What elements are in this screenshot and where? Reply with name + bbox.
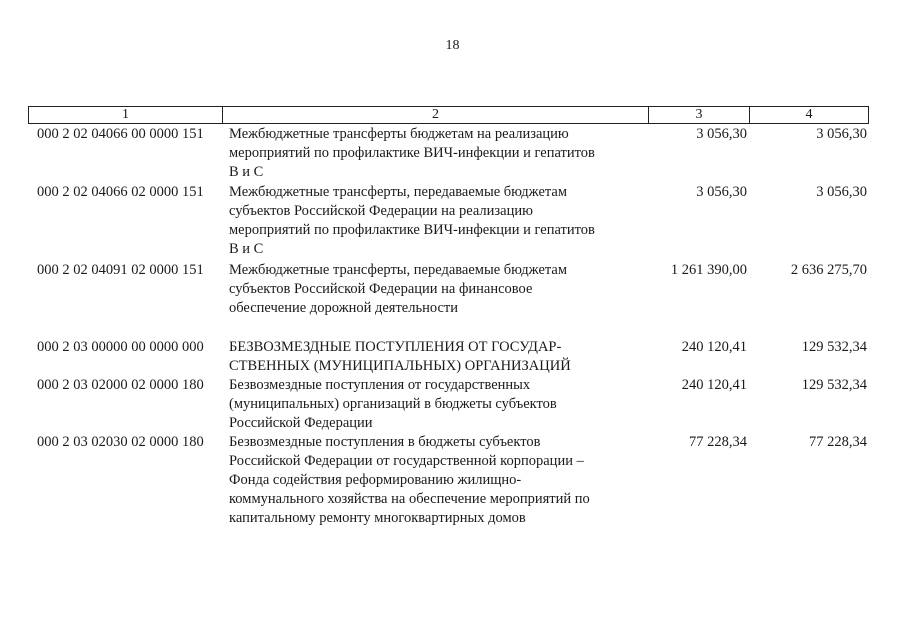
row-description <box>229 261 629 318</box>
description-line: Российской Федерации <box>229 415 373 431</box>
value-col-4: 2 636 275,70 <box>790 262 867 278</box>
value-col-3: 3 056,30 <box>696 184 747 200</box>
value-col-4: 129 532,34 <box>801 377 867 393</box>
budget-code: 000 2 03 00000 00 0000 000 <box>37 339 204 355</box>
description-line: Безвозмездные поступления от государственных <box>229 377 531 393</box>
description-line: субъектов Российской Федерации на финансовое <box>229 281 533 297</box>
description-line: Межбюджетные трансферты, передаваемые бюджетам <box>229 262 568 278</box>
header-col-4: 4 <box>805 107 813 122</box>
header-col-3: 3 <box>649 107 750 123</box>
row-description <box>229 338 629 376</box>
value-col-4: 77 228,34 <box>809 434 867 450</box>
description-line: БЕЗВОЗМЕЗДНЫЕ ПОСТУПЛЕНИЯ ОТ ГОСУДАР- <box>229 339 562 355</box>
value-col-4: 3 056,30 <box>816 184 867 200</box>
description-line: Российской Федерации от государственной корпорации – <box>229 453 584 469</box>
row-description <box>229 183 629 259</box>
description-line: обеспечение дорожной деятельности <box>229 300 458 316</box>
description-line: капитальному ремонту многоквартирных домов <box>229 510 526 526</box>
header-col-2: 2 <box>223 107 649 123</box>
row-description <box>229 376 629 433</box>
description-line: (муниципальных) организаций в бюджеты субъектов <box>229 396 557 412</box>
value-col-3: 1 261 390,00 <box>670 262 747 278</box>
description-line: Безвозмездные поступления в бюджеты субъектов <box>229 434 541 450</box>
value-col-3: 240 120,41 <box>681 377 747 393</box>
description-line: Межбюджетные трансферты бюджетам на реализацию <box>229 126 569 142</box>
value-col-4: 3 056,30 <box>816 126 867 142</box>
budget-code: 000 2 02 04066 00 0000 151 <box>37 126 204 142</box>
header-col-1: 1 <box>29 107 223 123</box>
row-description <box>229 125 629 182</box>
description-line: мероприятий по профилактике ВИЧ-инфекции и гепатитов <box>229 145 595 161</box>
description-line: В и С <box>229 241 264 257</box>
description-line: мероприятий по профилактике ВИЧ-инфекции и гепатитов <box>229 222 595 238</box>
value-col-3: 3 056,30 <box>696 126 747 142</box>
table-header <box>28 106 869 124</box>
description-line: Фонда содействия реформированию жилищно- <box>229 472 522 488</box>
description-line: СТВЕННЫХ (МУНИЦИПАЛЬНЫХ) ОРГАНИЗАЦИЙ <box>229 358 571 374</box>
budget-code: 000 2 02 04091 02 0000 151 <box>37 262 204 278</box>
description-line: коммунального хозяйства на обеспечение мероприятий по <box>229 491 590 507</box>
value-col-4: 129 532,34 <box>801 339 867 355</box>
row-description <box>229 433 629 528</box>
budget-code: 000 2 03 02030 02 0000 180 <box>37 434 204 450</box>
description-line: субъектов Российской Федерации на реализацию <box>229 203 533 219</box>
budget-code: 000 2 02 04066 02 0000 151 <box>37 184 204 200</box>
description-line: В и С <box>229 164 264 180</box>
value-col-3: 77 228,34 <box>689 434 747 450</box>
budget-code: 000 2 03 02000 02 0000 180 <box>37 377 204 393</box>
value-col-3: 240 120,41 <box>681 339 747 355</box>
page-number: 18 <box>445 38 460 53</box>
description-line: Межбюджетные трансферты, передаваемые бюджетам <box>229 184 568 200</box>
